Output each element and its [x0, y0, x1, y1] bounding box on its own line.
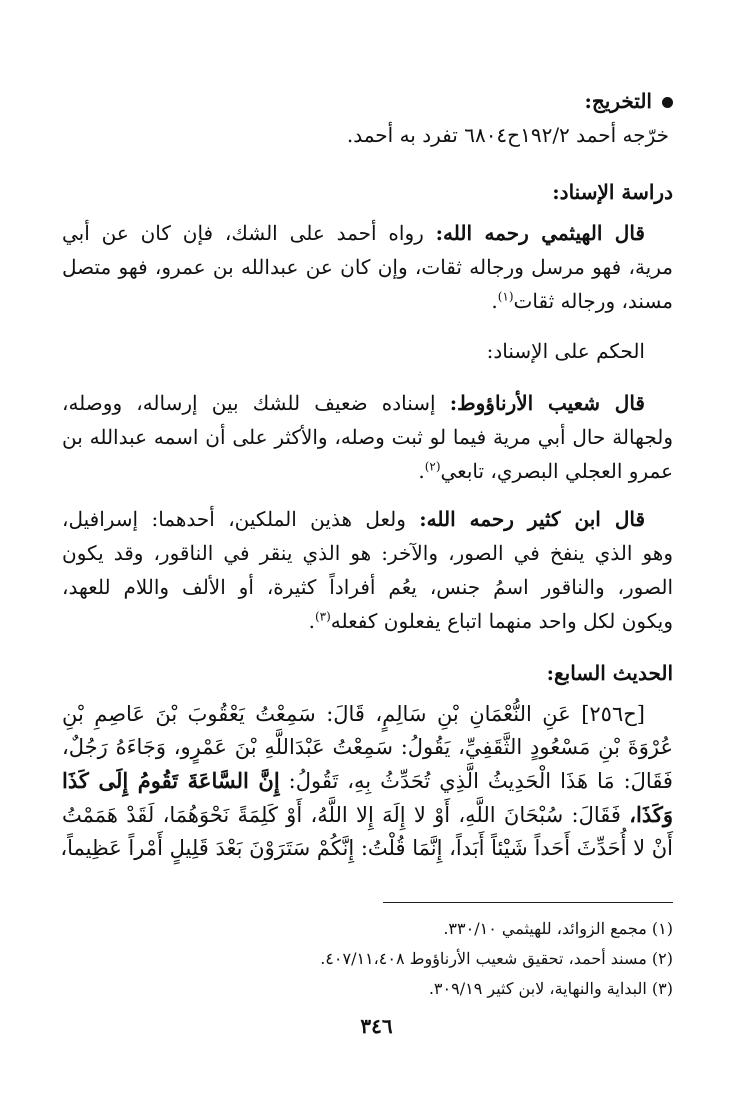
haythami-text-3: مسند، ورجاله ثقات	[513, 289, 673, 313]
hadith-line-1: [ح٢٥٦] عَنِ النُّعْمَانِ بْنِ سَالِمٍ، قَالَ: سَمِعْتُ يَعْقُوبَ بْنَ عَاصِمِ بْنِ	[62, 702, 645, 726]
haythami-end: .	[491, 289, 498, 313]
haythami-paragraph	[62, 216, 673, 318]
ibnkathir-text-1: ولعل هذين الملكين، أحدهما: إسرافيل،	[62, 507, 406, 531]
takhrij-heading: التخريج:	[584, 89, 652, 113]
arnaut-end: .	[418, 459, 425, 483]
footnote-ref-1: (١)	[497, 289, 514, 304]
hadith-quote-4a: وَكَذَا،	[629, 802, 673, 827]
arnaut-line-2: ولجهالة حال أبي مرية فيما لو ثبت وصله، والأكثر على أن اسمه عبدالله بن	[62, 425, 673, 449]
footnote-2: (٢) مسند أحمد، تحقيق شعيب الأرناؤوط ٤٠٧/١١،٤٠٨.	[320, 949, 673, 968]
arnaut-paragraph	[62, 386, 673, 488]
hadith-line-2: عُرْوَةَ بْنِ مَسْعُودٍ الثَّقَفِيِّ، يَقُولُ: سَمِعْتُ عَبْدَاللَّهِ بْنَ عَمْرٍو، وَجَاءَهُ رَجُلٌ،	[62, 735, 673, 759]
ibnkathir-paragraph	[62, 502, 673, 638]
arnaut-text-1: إسناده ضعيف للشك بين إرساله، ووصله،	[62, 391, 436, 415]
footnotes	[62, 914, 673, 1004]
arnaut-text-3: عمرو العجلي البصري، تابعي	[440, 459, 673, 483]
bullet-icon	[662, 97, 673, 108]
ibnkathir-line-2: وهو الذي ينفخ في الصور، والآخر: هو الذي ينقر في الناقور، وقد يكون	[62, 541, 673, 565]
ibnkathir-line-1	[62, 502, 673, 536]
hadith-quote-3b: إِنَّ السَّاعَةَ تَقُومُ إِلَى كَذَا	[62, 768, 280, 793]
ibnkathir-text-4: ويكون لكل واحد منهما اتباع يفعلون كفعله	[330, 609, 673, 633]
takhrij-text: خرّجه أحمد ١٩٢/٢ح٦٨٠٤ تفرد به أحمد.	[346, 123, 669, 147]
footnote-ref-2: (٢)	[424, 459, 441, 474]
hadith-heading-block	[62, 656, 673, 690]
footnote-divider	[383, 902, 673, 903]
arnaut-line-3	[62, 454, 673, 488]
isnad-study-section	[62, 175, 673, 209]
hadith-text-4b: فَقَالَ: سُبْحَانَ اللَّهِ، أَوْ لا إِلَهَ إِلا اللَّهُ، أَوْ كَلِمَةً نَحْوَهُمَا، لَقَدْ هَمَمْتُ	[62, 803, 621, 827]
hadith-line-3	[62, 764, 673, 798]
hadith-line-4	[62, 798, 673, 832]
footnote-1: (١) مجمع الزوائد، للهيثمي ٣٣٠/١٠.	[443, 919, 673, 938]
hadith-line-5: أَنْ لا أُحَدِّثَ أَحَداً شَيْئاً أَبَداً، إِنَّمَا قُلْتُ: إِنَّكُمْ سَتَرَوْنَ بَعْدَ قَلِيلٍ أَمْراً عَظِيماً،	[60, 836, 673, 860]
ibnkathir-end: .	[308, 609, 315, 633]
arnaut-line-1	[62, 386, 673, 420]
haythami-speaker: قال الهيثمي رحمه الله:	[435, 221, 645, 245]
isnad-study-heading: دراسة الإسناد:	[552, 180, 673, 204]
ibnkathir-speaker: قال ابن كثير رحمه الله:	[419, 507, 646, 531]
takhrij-heading-row	[62, 84, 673, 118]
footnote-3: (٣) البداية والنهاية، لابن كثير ٣٠٩/١٩.	[428, 979, 673, 998]
arnaut-speaker: قال شعيب الأرناؤوط:	[449, 391, 645, 415]
ruling-section	[62, 334, 673, 368]
ruling-heading: الحكم على الإسناد:	[486, 339, 645, 363]
haythami-text-1: رواه أحمد على الشك، فإن كان عن أبي	[62, 221, 424, 245]
hadith-text-3a: فَقَالَ: مَا هَذَا الْحَدِيثُ الَّذِي تُحَدِّثُ بِهِ، تَقُولُ:	[288, 769, 673, 793]
ibnkathir-line-4	[62, 604, 673, 638]
hadith-text	[62, 698, 673, 865]
haythami-line-3	[62, 284, 673, 318]
ibnkathir-line-3: الصور، والناقور اسمُ جنس، يعُم أفراداً كثيرة، أو الألف واللام للعهد،	[62, 575, 673, 599]
haythami-line-1	[62, 216, 673, 250]
haythami-line-2: مرية، فهو مرسل ورجاله ثقات، وإن كان عن عبدالله بن عمرو، فهو متصل	[62, 255, 673, 279]
takhrij-section	[62, 84, 673, 152]
footnote-ref-3: (٣)	[314, 609, 331, 624]
page-number: ٣٤٦	[360, 1014, 393, 1038]
hadith-heading: الحديث السابع:	[546, 661, 673, 685]
